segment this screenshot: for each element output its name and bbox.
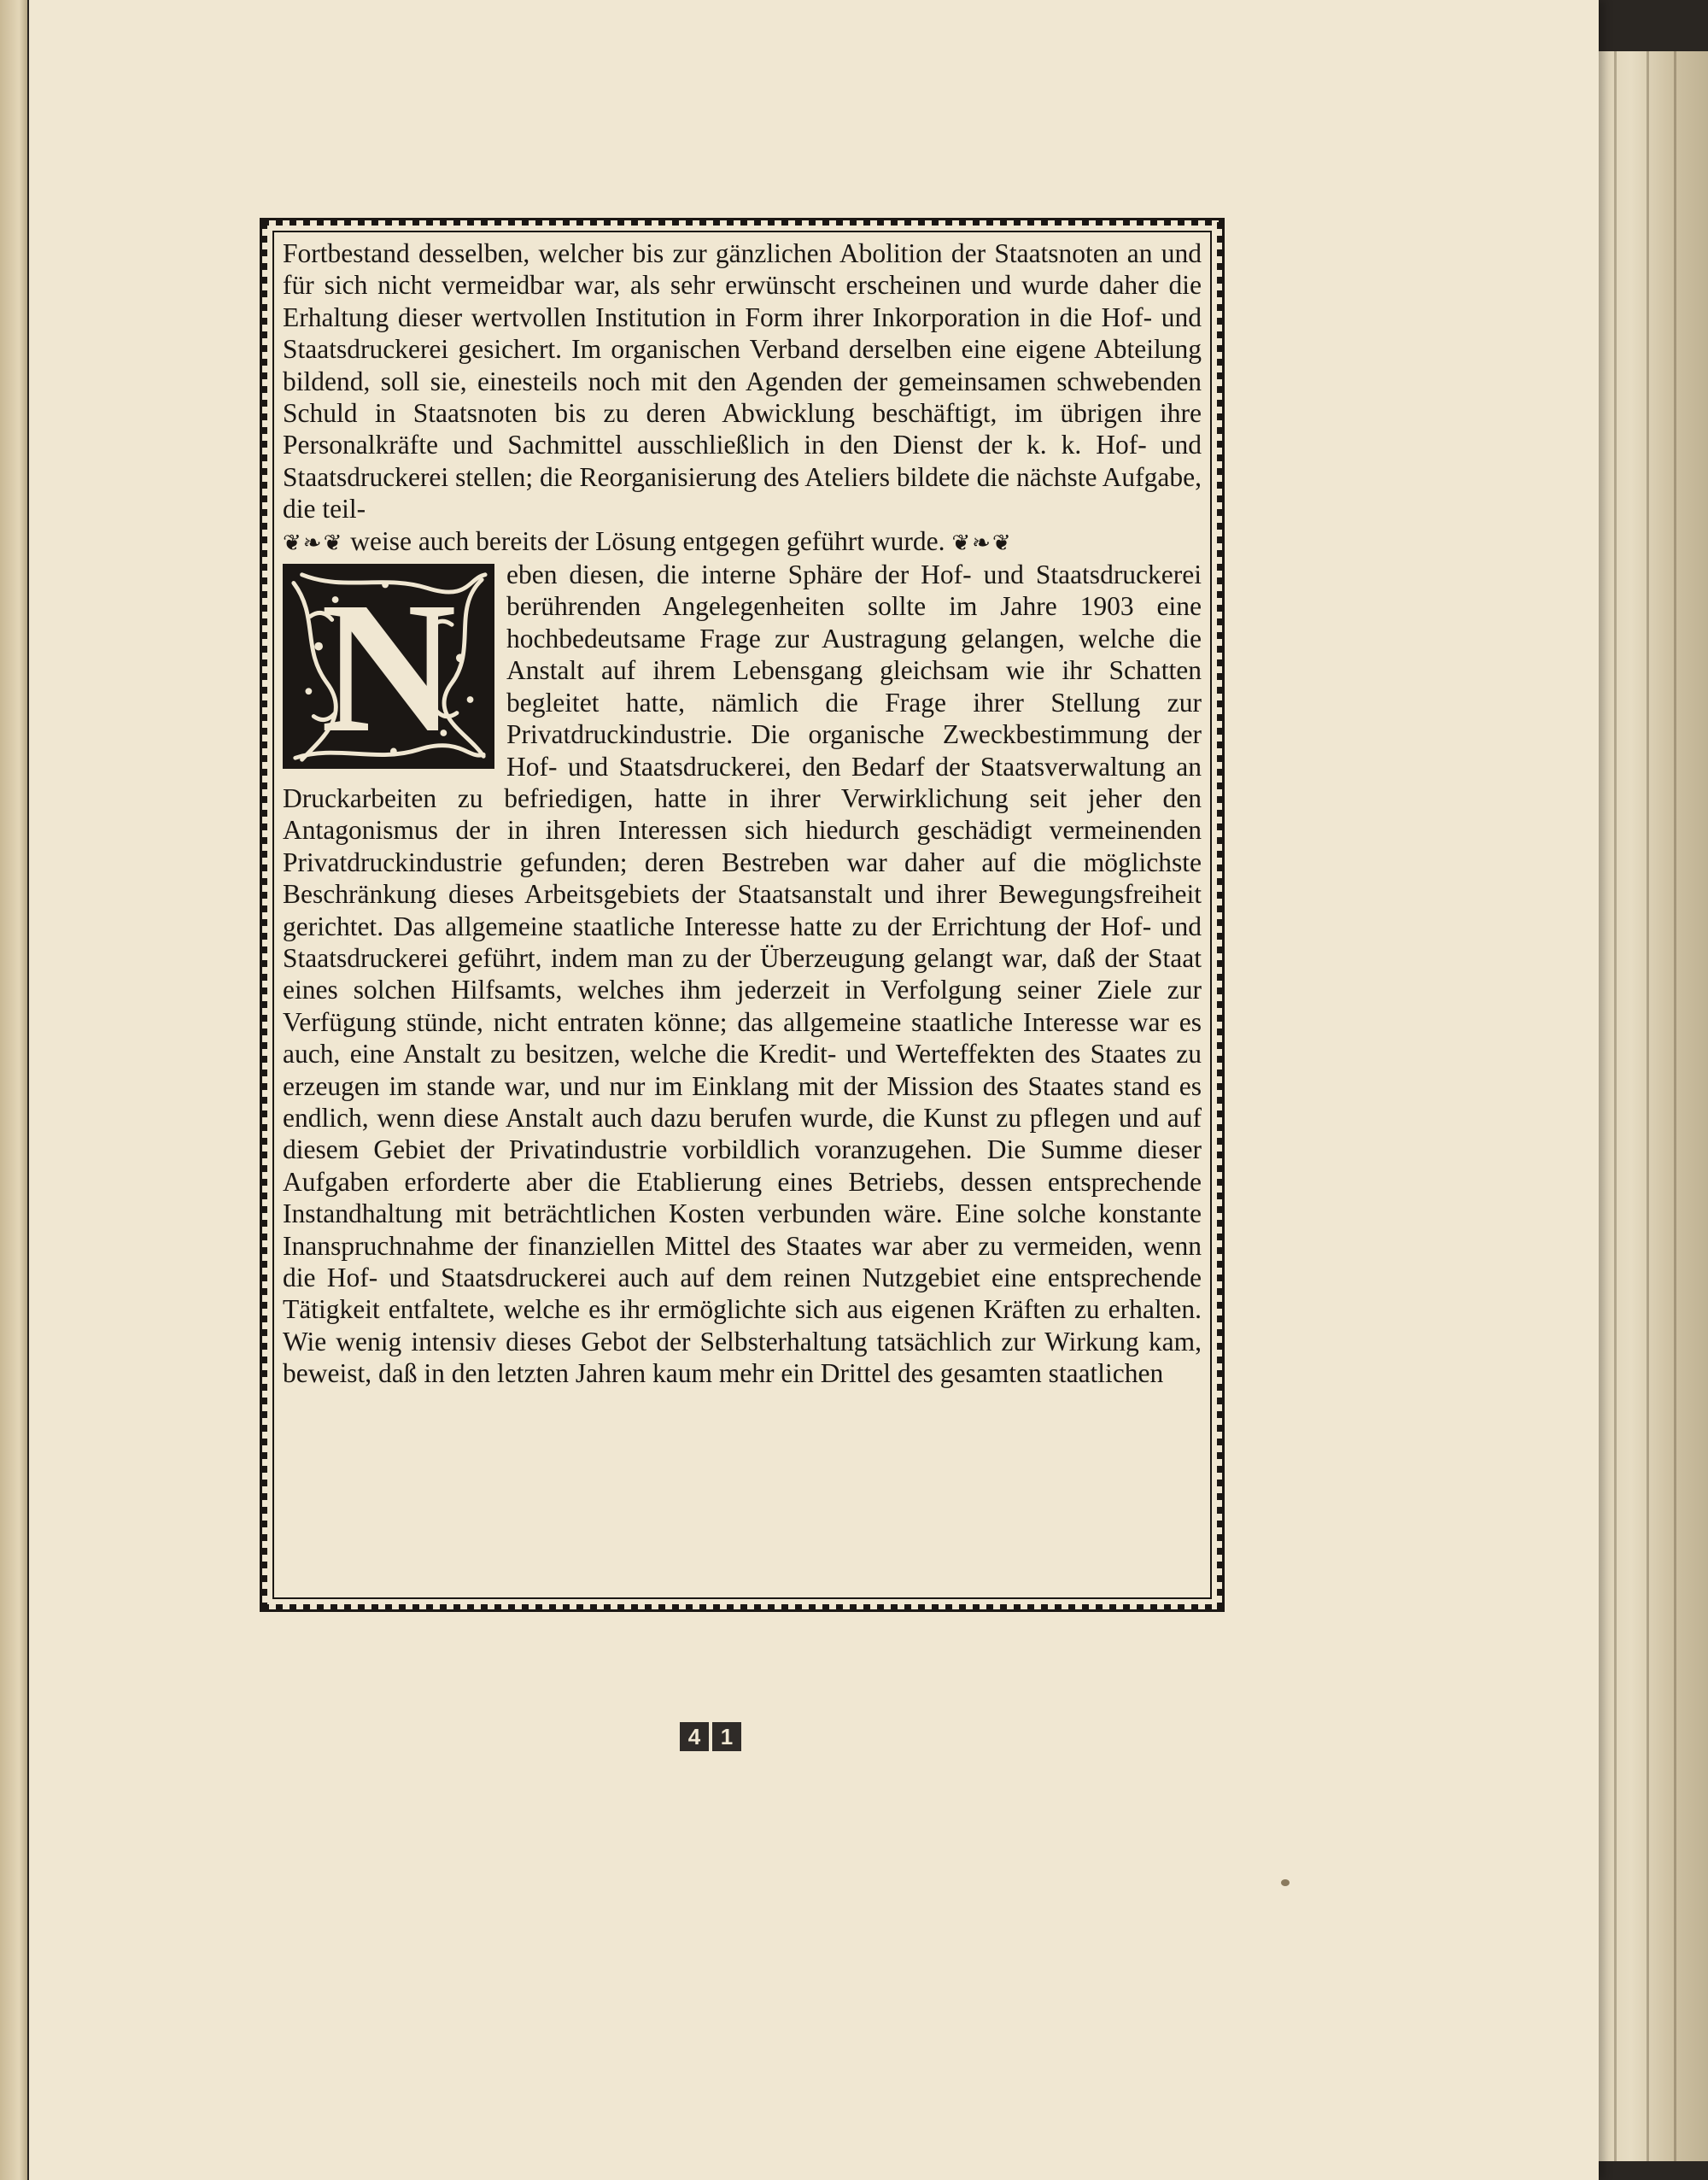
paper-speck <box>1281 1879 1290 1886</box>
drop-cap-letter: N <box>320 563 457 772</box>
page-digit-1: 4 <box>680 1722 709 1751</box>
paragraph-2 <box>283 559 1202 1390</box>
drop-cap-initial <box>283 563 494 772</box>
page-stack-edge <box>1580 51 1708 2161</box>
fleuron-ornament-right-icon: ❦❧❦ <box>951 530 1013 555</box>
page-number <box>680 1722 741 1751</box>
paragraph-1 <box>283 237 1202 559</box>
book-page <box>29 0 1599 2180</box>
paragraph-1-tail: weise auch bereits der Lösung entgegen geführt wurde. <box>350 525 945 556</box>
paragraph-2-text: eben diesen, die interne Sphäre der Hof- und Staatsdruckerei berührenden Angelegenheiten sollte im Jahre 1903 eine hochbedeutsame Frage zur Austragung gelangen, welche die Anstalt auf ihrem Lebensgang gleichsam wie ihr Schatten begleitet hatte, nämlich die Frage ihrer Stellung zur Privatdruckindustrie. Die organische Zweckbestimmung der Hof- und Staatsdruckerei, den Bedarf der Staatsverwaltung an Druckarbeiten zu befriedigen, hatte in ihrer Verwirklichung seit jeher den Antagonismus der in ihren Interessen sich hiedurch geschädigt vermeinenden Privatdruckindustrie gefunden; deren Bestreben war daher auf die möglichste Beschränkung dieses Arbeitsgebiets der Staatsanstalt und ihrer Bewegungsfreiheit gerichtet. Das allgemeine staatliche Interesse hatte zu der Errichtung der Hof- und Staatsdruckerei geführt, indem man zu der Überzeugung gelangt war, daß der Staat eines solchen Hilfsamts, welches ihm jederzeit in Verfolgung seiner Ziele zur Verfügung stünde, nicht entraten könne; das allgemeine staatliche Interesse war es auch, eine Anstalt zu besitzen, welche die Kredit- und Werteffekten des Staates zu erzeugen im stande war, und nur im Einklang mit der Mission des Staates stand es endlich, wenn diese Anstalt auch dazu berufen wurde, die Kunst zu pflegen und auf diesem Gebiet der Privatindustrie vorbildlich voranzugehen. Die Summe dieser Aufgaben erforderte aber die Etablierung eines Betriebs, dessen entsprechende Instandhaltung mit beträchtlichen Kosten verbunden wäre. Eine solche konstante Inanspruchnahme der finanziellen Mittel des Staates war aber zu vermeiden, wenn die Hof- und Staatsdruckerei auch auf dem reinen Nutzgebiet eine entsprechende Tätigkeit entfaltete, welche es ihr ermöglichte sich aus eigenen Kräften zu erhalten. Wie wenig intensiv dieses Gebot der Selbsterhaltung tatsächlich zur Wirkung kam, beweist, daß in den letzten Jahren kaum mehr ein Drittel des gesamten staatlichen <box>283 560 1202 1389</box>
fleuron-ornament-left-icon: ❦❧❦ <box>283 530 344 555</box>
facing-page-edge <box>0 0 27 2180</box>
text-column <box>283 237 1202 1390</box>
paragraph-1-text: Fortbestand desselben, welcher bis zur gänzlichen Abolition der Staatsnoten an und für sich nicht vermeidbar war, als sehr erwünscht erscheinen und wurde daher die Erhaltung dieser wertvollen Institution in Form ihrer Inkorporation in die Hof- und Staatsdruckerei gesichert. Im organischen Verband derselben eine eigene Abteilung bildend, soll sie, einesteils noch mit den Agenden der gemeinsamen schwebenden Schuld in Staatsnoten bis zu deren Abwicklung beschäftigt, im übrigen ihre Personalkräfte und Sachmittel ausschließlich in den Dienst der k. k. Hof- und Staatsdruckerei stellen; die Reorganisierung des Ateliers bildete die nächste Aufgabe, die teil- <box>283 238 1202 524</box>
ornamental-frame <box>260 218 1225 1612</box>
page-digit-2: 1 <box>712 1722 741 1751</box>
